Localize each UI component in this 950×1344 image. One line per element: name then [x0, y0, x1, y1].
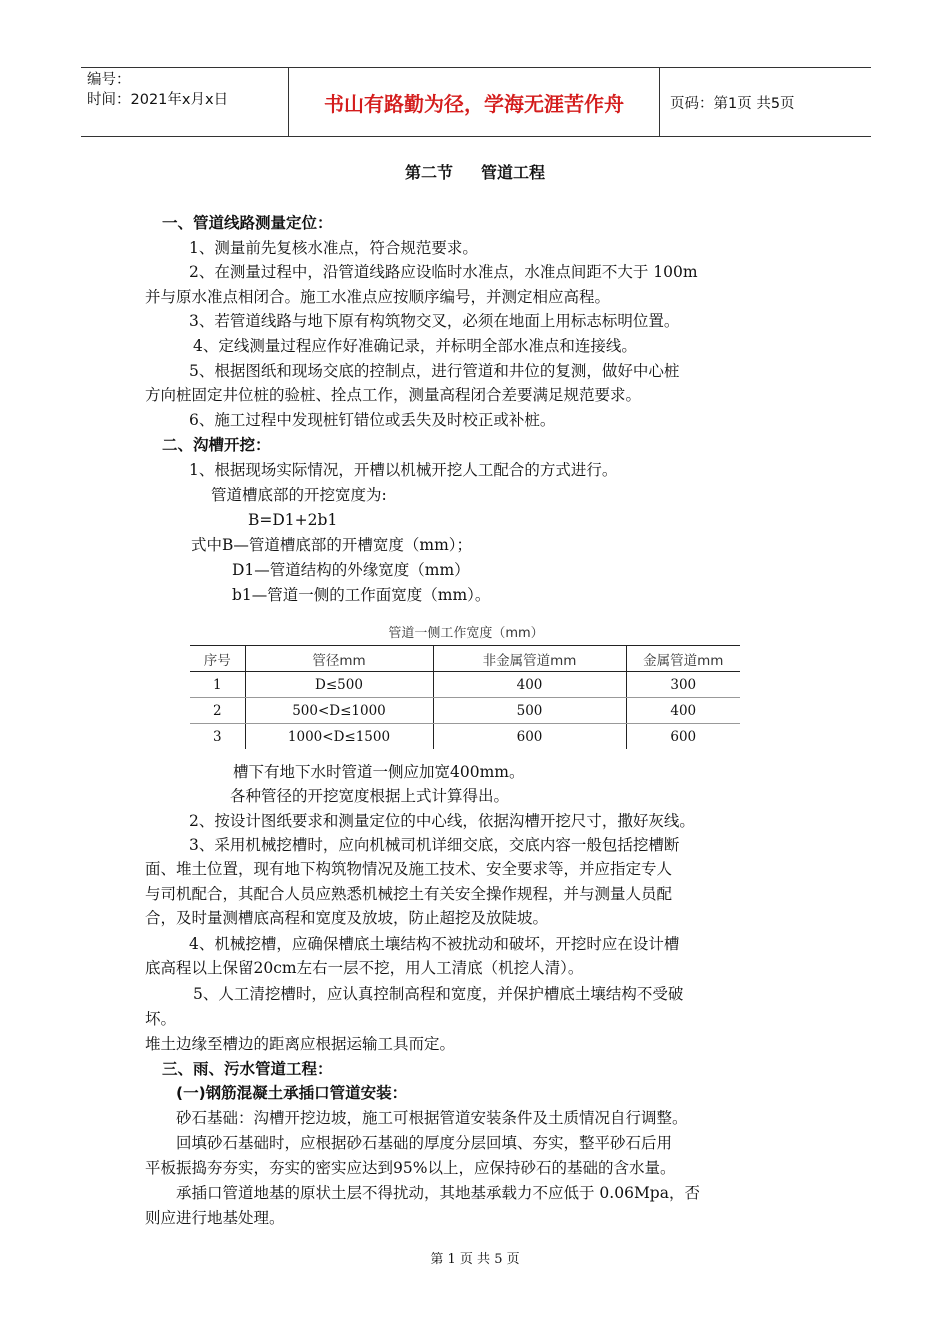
para-line: 槽下有地下水时管道一侧应加宽400mm。 — [233, 763, 525, 781]
para-line: 各种管径的开挖宽度根据上式计算得出。 — [230, 787, 510, 805]
para-line: 并与原水准点相闭合。施工水准点应按顺序编号，并测定相应高程。 — [145, 288, 611, 306]
para-line: 回填砂石基础时，应根据砂石基础的厚度分层回填、夯实，整平砂石后用 — [176, 1134, 673, 1152]
table-cell: 2 — [190, 698, 245, 724]
para-line: 5、根据图纸和现场交底的控制点，进行管道和井位的复测，做好中心桩 — [189, 362, 680, 380]
para-line: 承插口管道地基的原状土层不得扰动，其地基承载力不应低于 0.06Mpa，否 — [176, 1184, 700, 1202]
header-motto: 书山有路勤为径，学海无涯苦作舟 — [289, 68, 660, 136]
table-cell: 500<D≤1000 — [245, 698, 433, 724]
table-header-cell: 非金属管道mm — [433, 646, 626, 672]
table-cell: 1 — [190, 672, 245, 698]
table-row — [190, 672, 740, 698]
para-line: 与司机配合，其配合人员应熟悉机械挖土有关安全操作规程，并与测量人员配 — [145, 885, 673, 903]
para-line: 合，及时量测槽底高程和宽度及放坡，防止超挖及放陡坡。 — [145, 909, 549, 927]
table-cell: 300 — [626, 672, 740, 698]
table-row — [190, 724, 740, 750]
doc-number-label: 编号： — [87, 72, 131, 88]
para-line: 底高程以上保留20cm左右一层不挖，用人工清底（机挖人清）。 — [145, 959, 584, 977]
table-header-row — [190, 646, 740, 672]
para-line: 坏。 — [145, 1010, 177, 1028]
table-cell: 500 — [433, 698, 626, 724]
table-cell: 3 — [212, 728, 222, 745]
para-line: 方向桩固定井位桩的验桩、拴点工作，测量高程闭合差要满足规范要求。 — [145, 386, 642, 404]
table-row — [190, 698, 740, 724]
section-number: 第二节 — [404, 163, 453, 182]
heading-sewer: 三、雨、污水管道工程： — [162, 1060, 333, 1078]
section-title — [0, 160, 950, 183]
formula-legend: 式中B—管道槽底部的开槽宽度（mm）； — [191, 536, 473, 554]
para-line: 4、机械挖槽，应确保槽底土壤结构不被扰动和破坏，开挖时应在设计槽 — [189, 935, 680, 953]
para-line: 1、根据现场实际情况，开槽以机械开挖人工配合的方式进行。 — [189, 461, 618, 479]
table-cell: 600 — [433, 724, 626, 750]
para-line: 堆土边缘至槽边的距离应根据运输工具而定。 — [145, 1035, 456, 1053]
para-line: 6、施工过程中发现桩钉错位或丢失及时校正或补桩。 — [189, 411, 556, 429]
table-caption: 管道一侧工作宽度（mm） — [388, 626, 544, 641]
formula: B=D1+2b1 — [248, 511, 338, 529]
subheading-pipe-install: (一)钢筋混凝土承插口管道安装： — [176, 1084, 408, 1102]
para-line: 2、在测量过程中，沿管道线路应设临时水准点，水准点间距不大于 100m — [189, 263, 698, 281]
para-line: 4、定线测量过程应作好准确记录，并标明全部水准点和连接线。 — [193, 337, 637, 355]
para-line: 3、若管道线路与地下原有构筑物交叉，必须在地面上用标志标明位置。 — [189, 312, 680, 330]
section-name: 管道工程 — [481, 163, 546, 182]
para-line: 平板振捣夯夯实，夯实的密实应达到95%以上，应保持砂石的基础的含水量。 — [145, 1159, 676, 1177]
para-line: 则应进行地基处理。 — [145, 1209, 285, 1227]
table-cell: 600 — [626, 724, 740, 750]
table-cell: 400 — [626, 698, 740, 724]
table-header-cell: 序号 — [190, 646, 245, 672]
table-cell: D≤500 — [245, 672, 433, 698]
para-line: 3、采用机械挖槽时，应向机械司机详细交底，交底内容一般包括挖槽断 — [189, 836, 680, 854]
table-header-cell: 管径mm — [245, 646, 433, 672]
heading-survey: 一、管道线路测量定位： — [162, 214, 333, 232]
para-line: 面、堆土位置，现有地下构筑物情况及施工技术、安全要求等，并应指定专人 — [145, 860, 673, 878]
page-footer: 第 1 页 共 5 页 — [430, 1252, 520, 1267]
header-page-info: 页码：第1页 共5页 — [670, 95, 795, 112]
para-line: 1、测量前先复核水准点，符合规范要求。 — [189, 239, 478, 257]
heading-trench: 二、沟槽开挖： — [162, 436, 271, 454]
table-header-cell: 金属管道mm — [626, 646, 740, 672]
header-meta — [81, 68, 289, 136]
para-line: 管道槽底部的开挖宽度为: — [211, 486, 387, 504]
doc-date-label: 时间：2021年x月x日 — [87, 92, 229, 108]
formula-legend: b1—管道一侧的工作面宽度（mm）。 — [232, 586, 491, 604]
para-line: 5、人工清挖槽时，应认真控制高程和宽度，并保护槽底土壤结构不受破 — [193, 985, 684, 1003]
formula-legend: D1—管道结构的外缘宽度（mm） — [232, 561, 470, 579]
work-width-table — [190, 645, 740, 749]
page-header — [81, 67, 871, 137]
para-line: 2、按设计图纸要求和测量定位的中心线，依据沟槽开挖尺寸，撒好灰线。 — [189, 812, 695, 830]
para-line: 砂石基础：沟槽开挖边坡，施工可根据管道安装条件及土质情况自行调整。 — [176, 1109, 688, 1127]
table-cell: 400 — [433, 672, 626, 698]
table-cell: 1000<D≤1500 — [245, 724, 433, 750]
